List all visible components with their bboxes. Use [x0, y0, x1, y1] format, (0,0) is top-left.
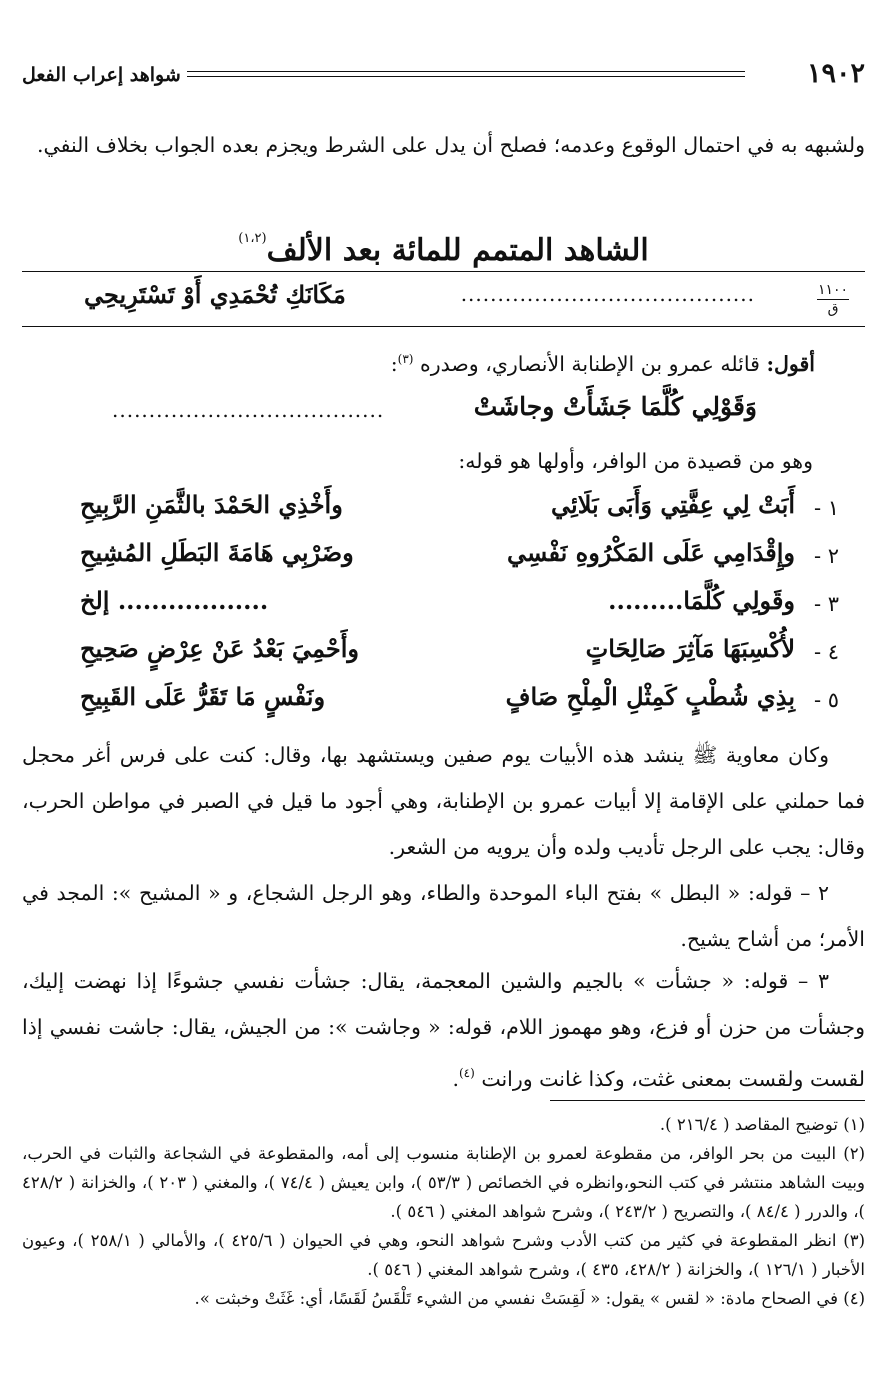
verse-number: ٤ - — [813, 640, 839, 664]
poem-verse — [22, 680, 865, 728]
paragraph-verse-note-3 — [22, 958, 865, 1102]
verse-number: ٣ - — [813, 592, 839, 616]
running-title: شواهد إعراب الفعل — [22, 64, 181, 86]
footnote: (١) توضيح المقاصد ( ٢١٦/٤ ). — [659, 1115, 865, 1134]
heading-note-ref: (١،٢) — [238, 231, 267, 246]
verse-first-half: لأُكْسِبَهَا مَآثِرَ صَالِحَاتٍ — [585, 634, 795, 663]
verse-first-half: وقَولِي كُلَّمَا......... — [608, 586, 795, 615]
note3-ref: (٤) — [458, 1066, 475, 1080]
running-header — [22, 58, 865, 92]
first-hemistich-line — [22, 392, 865, 432]
footnote: (٢) البيت من بحر الوافر، من مقطوعة لعمرو بن الإطنابة منسوب إلى أمه، والمقطوعة في الشجاعة والثبات في الحرب، وبيت الشاهد منتشر في كتب النحو،وانظره في الخصائص ( ٥٣/٣ )، وابن يعيش ( ٧٤/٤ )، والمغني ( ٢٠٣ )، والخزانة ( ٤٢٨/٢ )، والدرر ( ٨٤/٤ )، والتصريح ( ٢٤٣/٢ )، وشرح شواهد المغني ( ٥٤٦ ). — [22, 1144, 865, 1221]
witness-number-divider — [817, 299, 849, 300]
witness-number — [813, 282, 853, 317]
paragraph-muawiya — [22, 732, 865, 870]
verse-number: ١ - — [813, 496, 839, 520]
poem-verse — [22, 536, 865, 584]
page-number: ١٩٠٢ — [806, 58, 865, 89]
poem-verse — [22, 632, 865, 680]
verse-first-half: وإِقْدَامِي عَلَى المَكْرُوهِ نَفْسِي — [507, 538, 795, 567]
section-heading-text: الشاهد المتمم للمائة بعد الألف — [266, 233, 649, 268]
footnote-separator — [550, 1100, 865, 1101]
verse-first-half: أَبَتْ لِي عِفَّتِي وَأَبَى بَلَائِي — [551, 490, 795, 519]
witness-number-top: ١١٠٠ — [817, 282, 849, 298]
first-hemistich-dots: ..................................... — [112, 398, 385, 422]
paragraph-muawiya-text: وكان معاوية ﷺ ينشد هذه الأبيات يوم صفين ويستشهد بها، وقال: كنت على فرس أغر محجل فما حملني على الإقامة إلا أبيات عمرو بن الإطنابة، وهي أجود ما قيل في الصبر في مواطن الحرب، وقال: يجب على الرجل تأديب ولده وأن يرويه من الشعر. — [22, 743, 865, 859]
verse-second-half: وأَحْمِيَ بَعْدُ عَنْ عِرْضٍ صَحِيحِ — [80, 634, 360, 663]
verse-second-half: وأَخْذِي الحَمْدَ بالثَّمَنِ الرَّبِيحِ — [80, 490, 343, 519]
verse-second-half: وضَرْبِي هَامَةَ البَطَلِ المُشِيحِ — [80, 538, 354, 567]
witness-rule-top — [22, 271, 865, 272]
first-hemistich: وَقَوْلِي كُلَّمَا جَشَأَتْ وجاشَتْ — [473, 392, 757, 421]
verse-number: ٢ - — [813, 544, 839, 568]
aqul-paragraph — [22, 344, 815, 379]
poem-verse — [22, 584, 865, 632]
witness-dots: ........................................ — [460, 282, 755, 306]
paragraph-verse-note-2 — [22, 870, 865, 962]
aqul-text: قائله عمرو بن الإطنابة الأنصاري، وصدره — [413, 352, 767, 376]
witness-verse-box — [22, 276, 865, 324]
section-heading — [22, 214, 865, 276]
poem — [22, 488, 865, 728]
paragraph-verse-note-3-text: ٣ – قوله: « جشأت » بالجيم والشين المعجمة، يقال: جشأت نفسي جشوءًا إذا نهضت إليك، وجشأت من حزن أو فزع، وهو مهموز اللام، قوله: « وجاشت »: من الجيش، يقال: جاشت نفسي إذا لقست ولقست بمعنى غثت، وكذا غانت ورانت — [22, 969, 865, 1091]
verse-second-half: ونَفْسٍ مَا تَقَرُّ عَلَى القَبِيحِ — [80, 682, 326, 711]
book-page — [22, 0, 865, 1385]
paragraph-intro: ولشبهه به في احتمال الوقوع وعدمه؛ فصلح أن يدل على الشرط ويجزم بعده الجواب بخلاف النفي. — [37, 133, 865, 157]
poem-verse — [22, 488, 865, 536]
witness-verse: مَكَانَكِ تُحْمَدِي أَوْ تَسْتَرِيحِي — [84, 280, 346, 309]
footnote: (٣) انظر المقطوعة في كثير من كتب الأدب وشرح شواهد النحو، وهي في الحيوان ( ٤٢٥/٦ )، والأمالي ( ٢٥٨/١ )، وعيون الأخبار ( ١٢٦/١ )، والخزانة ( ٤٢٨/٢، ٤٣٥ )، وشرح شواهد المغني ( ٥٤٦ ). — [22, 1231, 865, 1279]
verse-first-half: بِذِي شُطْبٍ كَمِثْلِ الْمِلْحِ صَافٍ — [505, 682, 795, 711]
aqul-label: أقول: — [766, 352, 815, 376]
footnotes — [22, 1110, 865, 1313]
aqul-tail: : — [390, 352, 398, 376]
footnote: (٤) في الصحاح مادة: « لقس » يقول: « لَقِسَتْ نفسي من الشيء تَلْقَسُ لَقَسًا، أي: غَثَتْ وخبثت ». — [194, 1289, 865, 1308]
witness-rule-bottom — [22, 326, 865, 327]
header-double-rule — [187, 71, 745, 77]
paragraph-verse-note-2-text: ٢ – قوله: « البطل » بفتح الباء الموحدة والطاء، وهو الرجل الشجاع، و « المشيح »: المجد في الأمر؛ من أشاح يشيح. — [22, 881, 865, 951]
poem-intro: وهو من قصيدة من الوافر، وأولها هو قوله: — [458, 449, 813, 473]
verse-number: ٥ - — [813, 688, 839, 712]
note3-tail: . — [452, 1067, 459, 1091]
aqul-note-ref: (٣) — [397, 352, 414, 366]
verse-second-half: .................. إلخ — [80, 586, 269, 615]
witness-number-bottom: ق — [827, 301, 839, 317]
